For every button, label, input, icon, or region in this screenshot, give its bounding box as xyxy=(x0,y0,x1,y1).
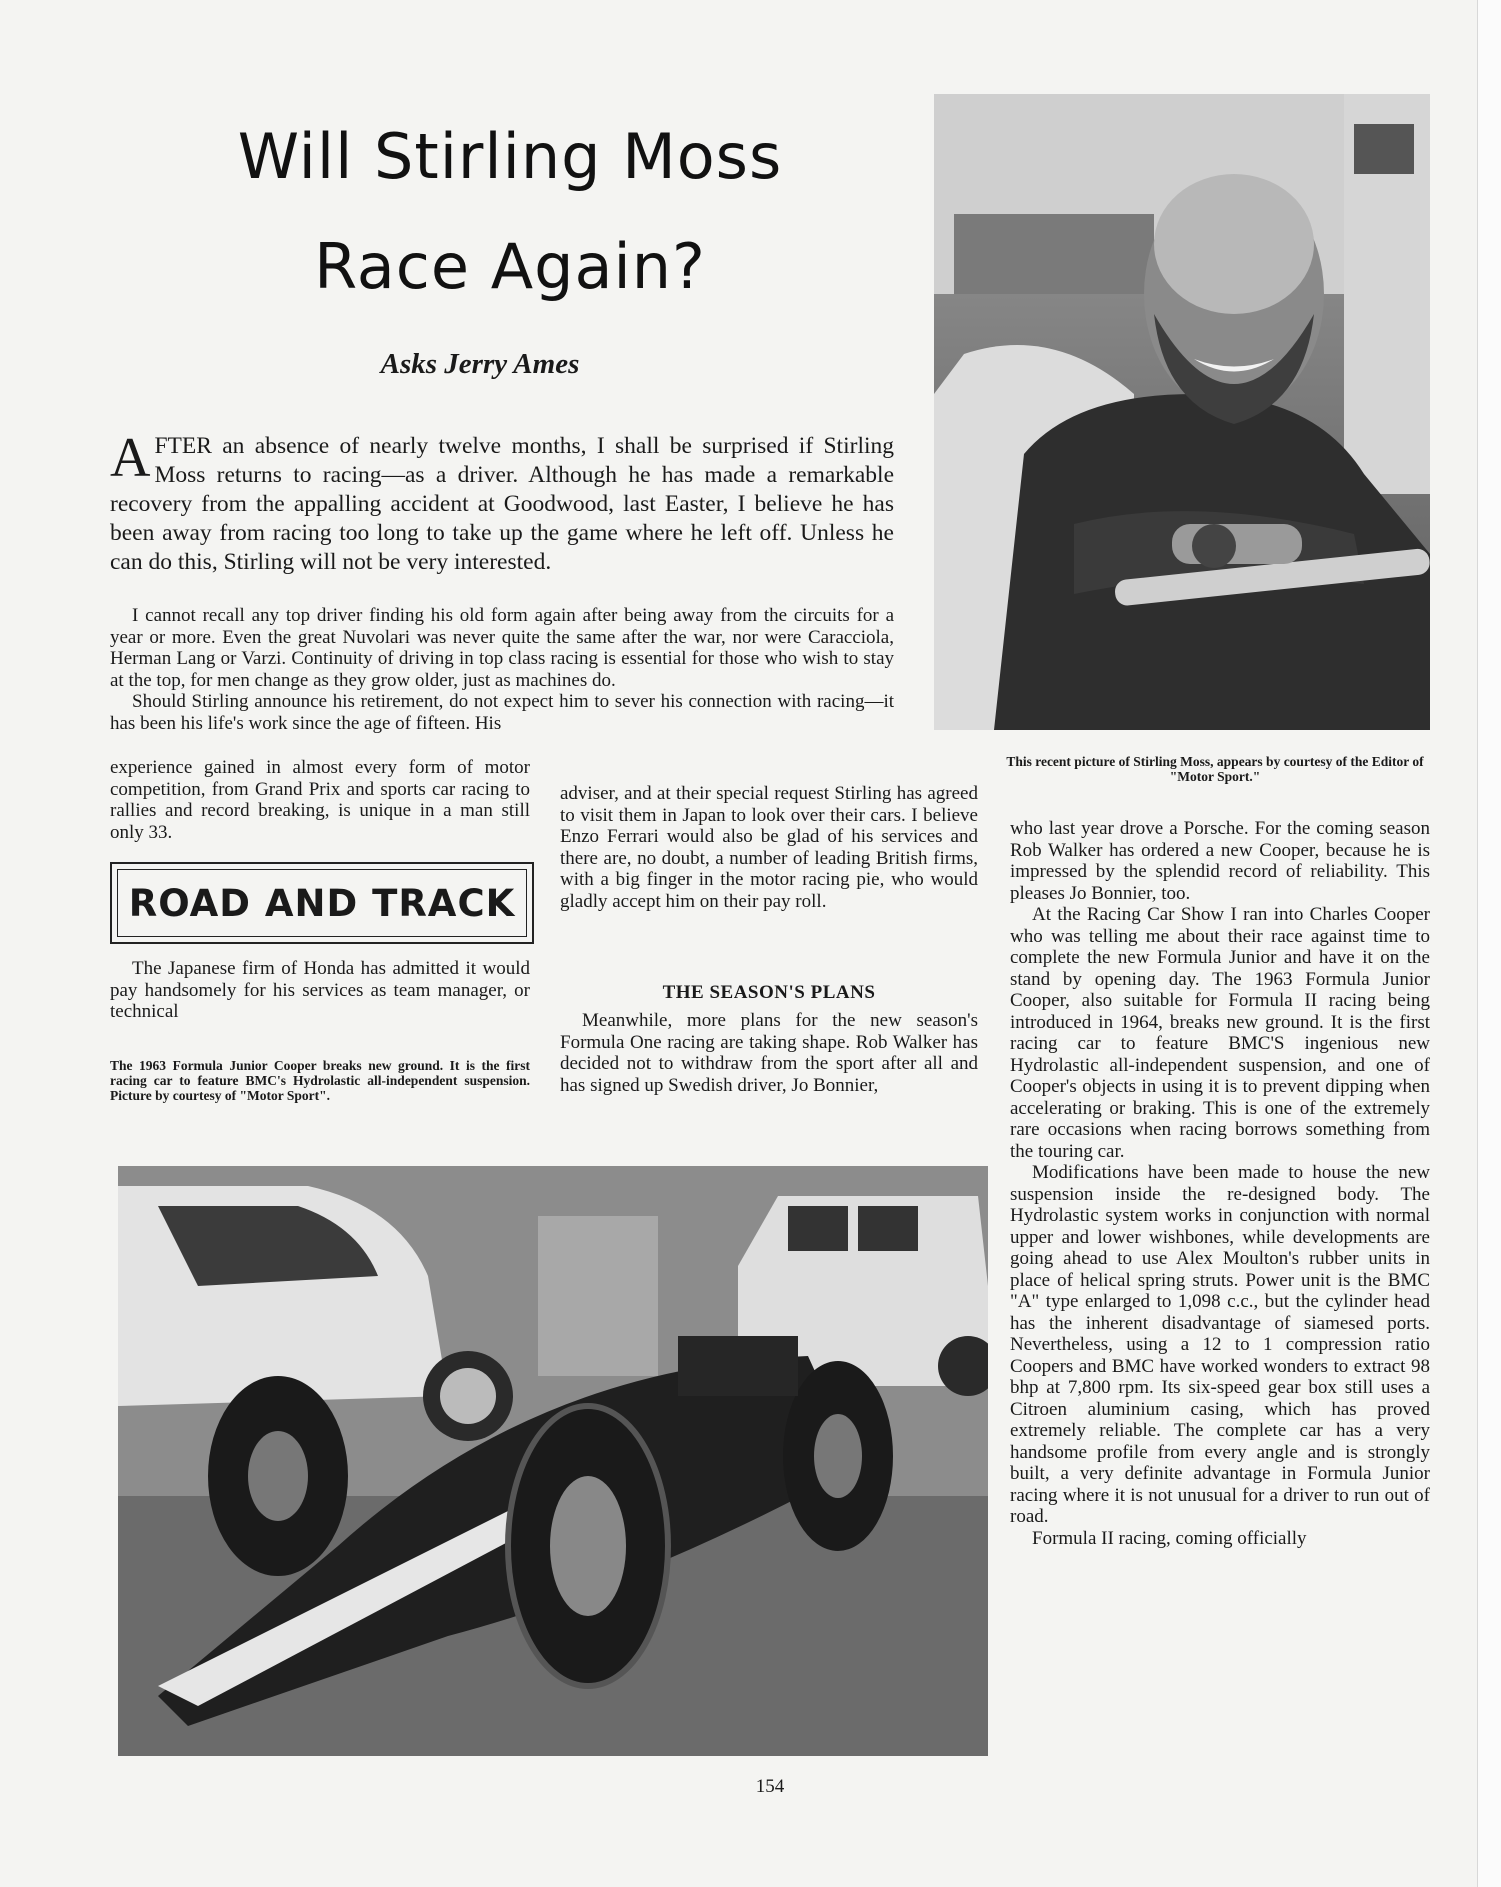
page-edge xyxy=(1477,0,1501,1887)
drop-cap: A xyxy=(110,427,151,489)
middle-column xyxy=(560,783,978,912)
right-paragraph-1: who last year drove a Porsche. For the coming season Rob Walker has ordered a new Cooper, because he is impressed by the splendid record of reliability. This pleases Jo Bonnier, too. xyxy=(1010,818,1430,904)
left-column-honda xyxy=(110,958,530,1023)
right-column xyxy=(1010,818,1430,1549)
right-paragraph-4: Formula II racing, coming officially xyxy=(1032,1527,1307,1549)
body-paragraph-2: Should Stirling announce his retirement, do not expect him to sever his connection with racing—it has been his life's work since the age of fifteen. His xyxy=(110,691,894,734)
car-photo-caption: The 1963 Formula Junior Cooper breaks new ground. It is the first racing car to feature BMC's Hydrolastic all-independent suspension. Picture by courtesy of "Motor Sport". xyxy=(110,1058,530,1103)
intro-body xyxy=(110,605,894,734)
formula-junior-cooper-photo xyxy=(118,1166,988,1756)
body-paragraph-3: experience gained in almost every form of motor competition, from Grand Prix and sports car racing to rallies and record breaking, is unique in a man still only 33. xyxy=(110,757,530,843)
page-number: 154 xyxy=(755,1776,785,1797)
portrait-caption: This recent picture of Stirling Moss, appears by courtesy of the Editor of "Motor Sport." xyxy=(1006,754,1424,784)
lead-text: FTER an absence of nearly twelve months, I shall be surprised if Stirling Moss returns to racing—as a driver. Although he has made a remarkable recovery from the appalling accident at Goodwood, last Easter, I believe he has been away from racing too long to take up the game where he left off. Unless he can do this, Stirling will not be very interested. xyxy=(110,433,894,575)
car-image xyxy=(118,1166,988,1756)
section-heading-seasons-plans: THE SEASON'S PLANS xyxy=(662,982,876,1003)
right-paragraph-2: At the Racing Car Show I ran into Charles Cooper who was telling me about their race against time to complete the new Formula Junior and have it on the stand by opening day. The 1963 Formula Junior Cooper, also suitable for Formula II racing being introduced in 1964, breaks new ground. It is the first racing car to feature BMC'S ingenious new Hydrolastic all-independent suspension, and one of Cooper's objects in using it is to prevent dipping when accelerating or braking. This is one of the extremely rare occasions when racing borrows something from the touring car. xyxy=(1010,904,1430,1162)
left-column-top xyxy=(110,757,530,843)
right-paragraph-3: Modifications have been made to house the new suspension inside the re-designed body. The Hydrolastic system works in conjunction with normal upper and lower wishbones, while developments are going ahead to use Alex Moulton's rubber units in place of helical spring struts. Power unit is the BMC "A" type enlarged to 1,098 c.c., but the cylinder head has the inherent disadvantage of siamesed ports. Nevertheless, using a 12 to 1 compression ratio Coopers and BMC have worked wonders to extract 98 bhp at 7,800 rpm. Its six-speed gear box still uses a Citroen aluminium casing, which has proved extremely reliable. The complete car has a very handsome profile from every angle and is strongly built, a very definite advantage in Formula Junior racing where it is not unusual for a driver to run out of road. xyxy=(1010,1162,1430,1527)
body-paragraph-1: I cannot recall any top driver finding his old form again after being away from the circuits for a year or more. Even the great Nuvolari was never quite the same after the war, nor were Caracciola, Herman Lang or Varzi. Continuity of driving in top class racing is essential for those who wish to stay at the top, for men change as they grow older, just as machines do. xyxy=(110,605,894,691)
honda-paragraph: The Japanese firm of Honda has admitted it would pay handsomely for his services as team manager, or technical xyxy=(110,958,530,1022)
middle-column-plans xyxy=(560,1010,978,1096)
lead-paragraph xyxy=(110,427,894,577)
portrait-image xyxy=(934,94,1430,730)
article-byline: Asks Jerry Ames xyxy=(380,348,580,380)
article-title-line1: Will Stirling Moss xyxy=(237,120,783,193)
stirling-moss-portrait-photo xyxy=(934,94,1430,730)
body-paragraph-4: adviser, and at their special request Stirling has agreed to visit them in Japan to look over their cars. I believe Enzo Ferrari would also be glad of his services and there are, no doubt, a number of leading British firms, with a big finger in the motor racing pie, who would gladly accept him on their pay roll. xyxy=(560,783,978,912)
road-and-track-box xyxy=(110,862,534,944)
plans-paragraph: Meanwhile, more plans for the new season's Formula One racing are taking shape. Rob Walker has decided not to withdraw from the sport after all and has signed up Swedish driver, Jo Bonnier, xyxy=(560,1010,978,1096)
road-and-track-title: ROAD AND TRACK xyxy=(117,869,527,937)
article-title-line2: Race Again? xyxy=(314,230,706,303)
